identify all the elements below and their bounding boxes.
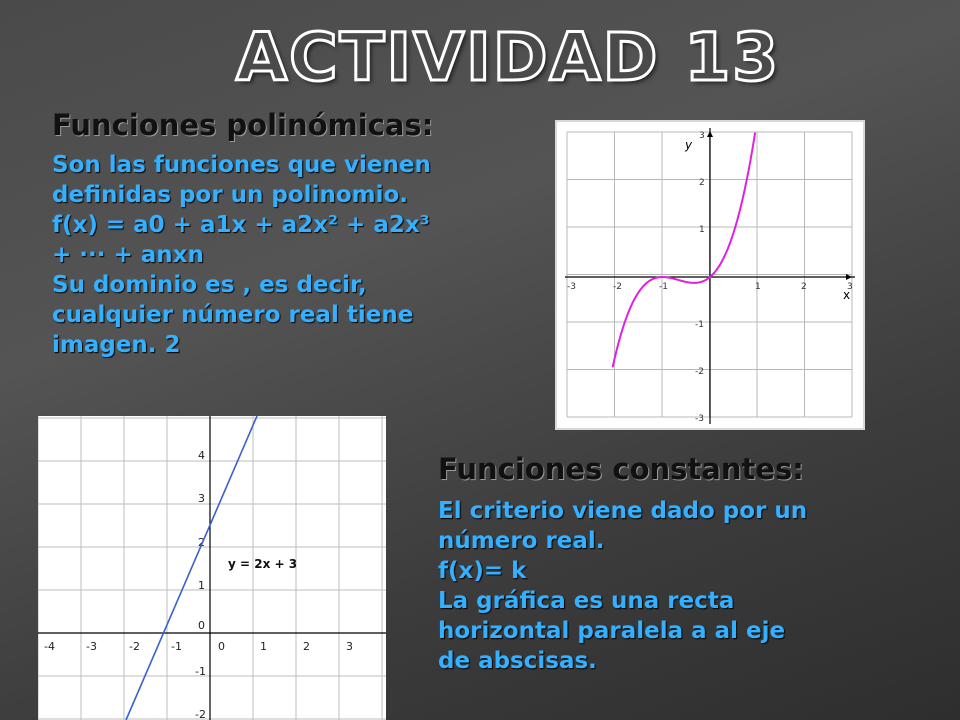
polynomial-line: Su dominio es , es decir, [52,272,367,298]
polynomial-line: cualquier número real tiene [52,302,414,328]
constant-line: f(x)= k [438,558,527,584]
cubic-y-tick: -1 [695,320,704,330]
cubic-y-tick: -2 [695,367,704,377]
linear-x-tick: -2 [129,640,140,653]
cubic-y-axis-label: y [685,138,693,152]
linear-graph-svg [38,416,386,720]
constant-line: La gráfica es una recta [438,588,735,614]
constant-line: de abscisas. [438,648,597,674]
cubic-y-tick: 1 [699,225,705,235]
linear-x-tick: -3 [86,640,97,653]
linear-x-tick: 0 [218,640,225,653]
linear-y-tick: 4 [198,449,205,462]
cubic-curve [613,133,756,368]
linear-x-tick: -4 [44,640,55,653]
linear-y-tick: -2 [195,708,206,720]
constant-line: número real. [438,528,605,554]
cubic-x-tick: 3 [847,282,853,292]
constant-line: El criterio viene dado por un [438,498,808,524]
polynomial-line: imagen. 2 [52,332,181,358]
constant-description [438,496,807,676]
linear-y-tick: -1 [195,665,206,678]
constant-line: horizontal paralela a al eje [438,618,786,644]
linear-y-tick: 0 [198,619,205,632]
linear-x-ticks [44,640,353,653]
linear-y-ticks [195,449,206,720]
linear-x-tick: 1 [260,640,267,653]
linear-equation-label: y = 2x + 3 [228,557,298,571]
linear-y-tick: 2 [198,536,205,549]
polynomial-line: f(x) = a0 + a1x + a2x² + a2x³ [52,212,430,238]
cubic-y-tick: 3 [699,131,705,141]
constant-heading: Funciones constantes: [438,452,804,486]
linear-y-tick: 1 [198,579,205,592]
linear-y-tick: 3 [198,492,205,505]
polynomial-description [52,150,431,360]
cubic-x-tick: -1 [659,282,668,292]
slide-title: ACTIVIDAD 13 [236,19,781,96]
cubic-x-tick: -2 [613,282,622,292]
polynomial-heading: Funciones polinómicas: [52,108,434,142]
cubic-y-tick: 2 [699,178,705,188]
linear-x-tick: 3 [346,640,353,653]
cubic-x-tick: 1 [755,282,761,292]
cubic-x-tick: 2 [801,282,807,292]
linear-x-tick: 2 [303,640,310,653]
polynomial-line: definidas por un polinomio. [52,182,409,208]
linear-grid [38,416,386,720]
linear-graph [38,416,386,720]
cubic-y-tick: -3 [695,414,704,424]
cubic-x-axis-label: x [843,288,851,302]
polynomial-line: + ··· + anxn [52,242,204,268]
cubic-graph [557,122,863,428]
linear-x-tick: -1 [171,640,182,653]
polynomial-line: Son las funciones que vienen [52,152,431,178]
cubic-graph-svg [557,122,863,428]
cubic-x-tick: -3 [567,282,576,292]
